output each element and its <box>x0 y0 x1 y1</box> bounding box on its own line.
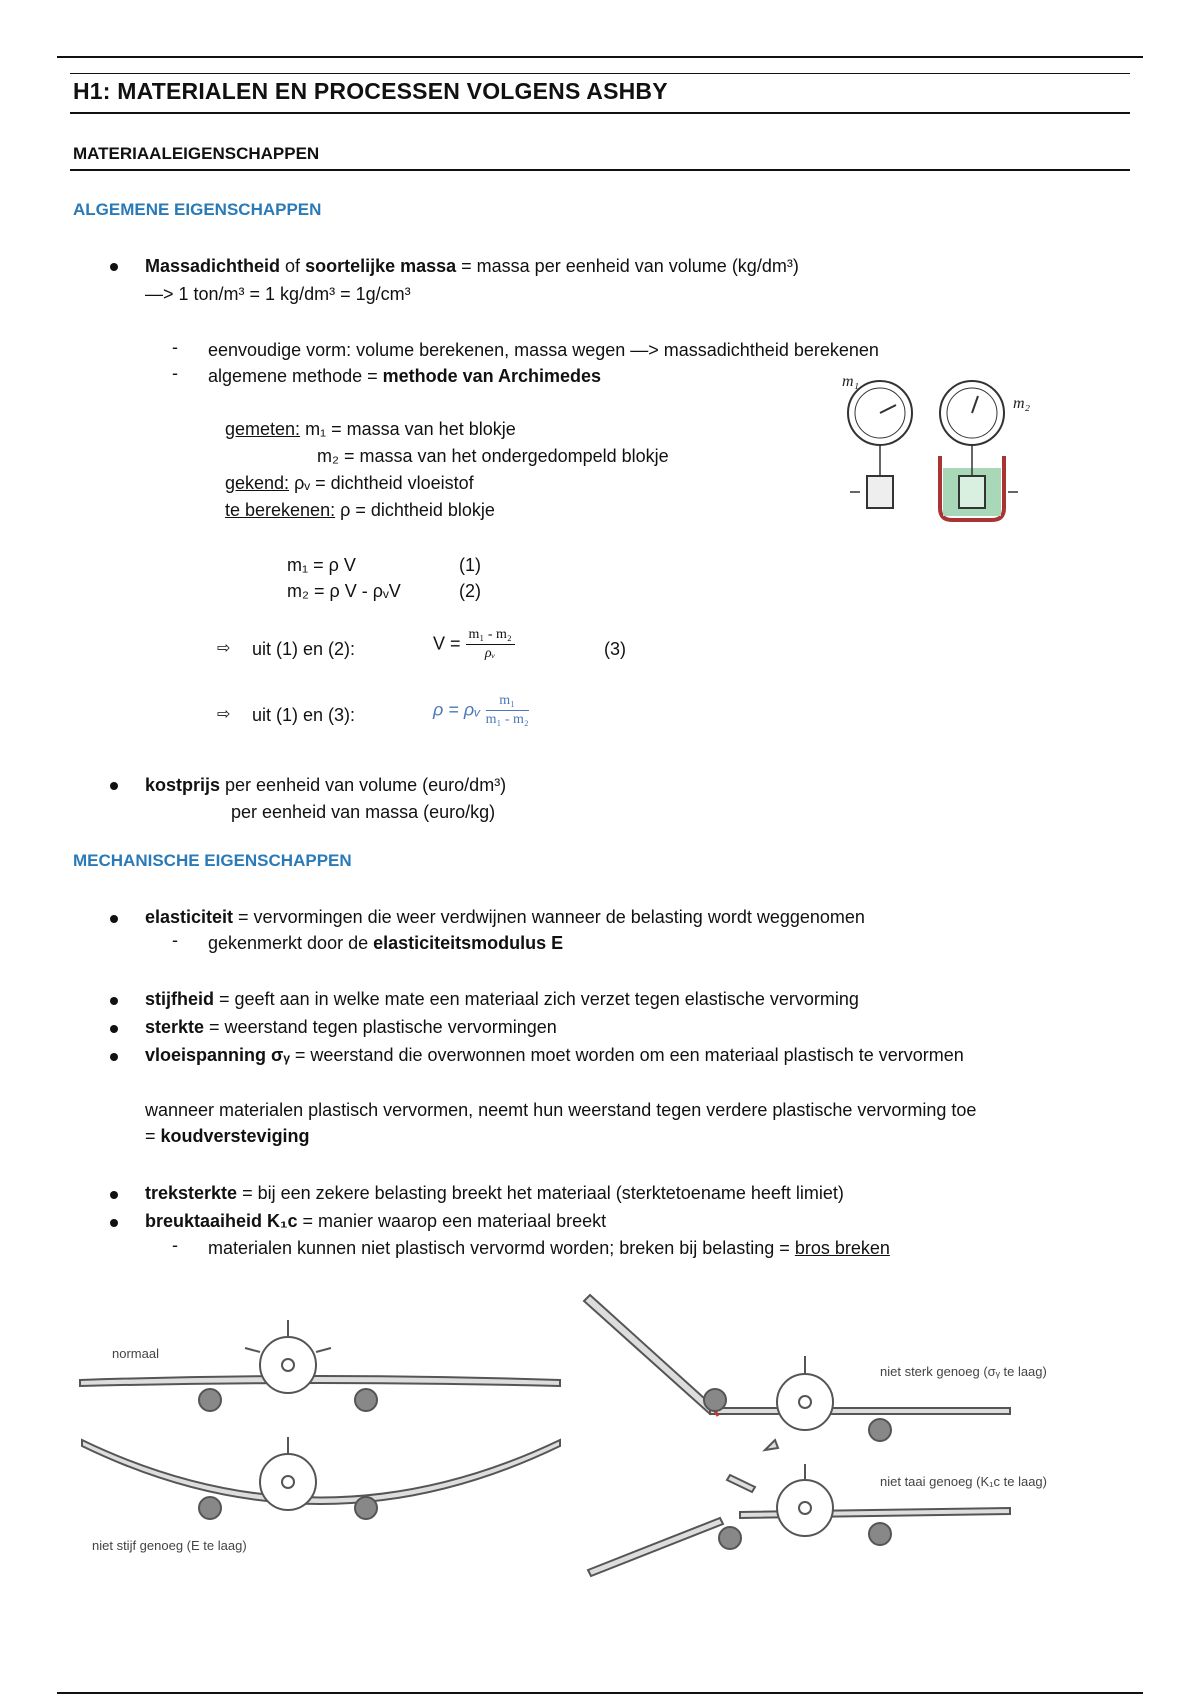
plane-not-tough <box>588 1440 1010 1576</box>
dash: - <box>172 363 178 383</box>
tensile-term: treksterkte <box>145 1183 238 1203</box>
bottom-rule <box>57 1692 1143 1694</box>
step2-numerator: m₁ <box>486 692 529 711</box>
toughness-line <box>145 1208 606 1234</box>
strength-def: = weerstand tegen plastische vervormingen <box>204 1017 557 1037</box>
hardening-term: koudversteviging <box>160 1126 310 1146</box>
hardening-line: wanneer materialen plastisch vervormen, neemt hun weerstand tegen verdere plastische vervorming toe <box>145 1100 977 1120</box>
equation-2: m₂ = ρ V - ρᵥV <box>287 581 401 601</box>
plane-bent <box>82 1437 560 1519</box>
calc-label: te berekenen: <box>225 500 336 520</box>
tensile-line <box>145 1180 844 1206</box>
archimedes-figure <box>830 368 1060 533</box>
measured-line <box>225 416 516 442</box>
yield-term: vloeispanning σᵧ <box>145 1045 290 1065</box>
elasticity-sub <box>208 930 563 956</box>
toughness-def: = manier waarop een materiaal breekt <box>297 1211 607 1231</box>
section-title: MATERIAALEIGENSCHAPPEN <box>73 144 320 163</box>
plane-normal <box>80 1320 560 1411</box>
cost-term: kostprijs <box>145 775 221 795</box>
cost-line2: per eenheid van massa (euro/kg) <box>231 802 496 822</box>
section-rule <box>70 169 1130 171</box>
dash: - <box>172 930 178 950</box>
m2-def: m₂ = massa van het ondergedompeld blokje <box>317 446 669 466</box>
stiffness-term: stijfheid <box>145 989 215 1009</box>
m1-def: m₁ = massa van het blokje <box>300 419 516 439</box>
bullet <box>110 915 118 923</box>
step1-numerator: m₁ - m₂ <box>466 626 515 645</box>
step1-text: uit (1) en (2): <box>252 639 356 659</box>
density-line <box>145 253 799 279</box>
general-method <box>208 363 601 389</box>
elasticity-modulus: elasticiteitsmodulus E <box>373 933 564 953</box>
general-method-prefix: algemene methode = <box>208 366 383 386</box>
implies-arrow-icon: ⇨ <box>217 640 231 657</box>
cost-line1: per eenheid van volume (euro/dm³) <box>220 775 507 795</box>
step1-fraction <box>466 626 515 663</box>
caption-not-tough: niet taai genoeg (K₁c te laag) <box>880 1474 1047 1489</box>
step1-ref: (3) <box>604 639 626 659</box>
implies-arrow-icon: ⇨ <box>217 706 231 723</box>
bullet <box>110 1191 118 1199</box>
dash: - <box>172 1235 178 1255</box>
bullet <box>110 1025 118 1033</box>
equation-1-number: (1) <box>459 555 481 575</box>
step2-lhs: ρ = ρᵥ <box>433 699 481 720</box>
elasticity-line <box>145 904 865 930</box>
elasticity-term: elasticiteit <box>145 907 234 927</box>
toughness-sub <box>208 1235 890 1261</box>
known-label: gekend: <box>225 473 290 493</box>
scale-left <box>848 381 912 508</box>
mechanical-heading: MECHANISCHE EIGENSCHAPPEN <box>73 851 352 870</box>
step2-text: uit (1) en (3): <box>252 705 356 725</box>
elasticity-def: = vervormingen die weer verdwijnen wanneer de belasting wordt weggenomen <box>233 907 865 927</box>
airplane-figure-left <box>60 1300 580 1580</box>
stiffness-line <box>145 986 859 1012</box>
toughness-sub-prefix: materialen kunnen niet plastisch vervormd worden; breken bij belasting = <box>208 1238 795 1258</box>
step2-denominator: m₁ - m₂ <box>485 712 529 727</box>
caption-not-stiff: niet stijf genoeg (E te laag) <box>92 1538 247 1553</box>
step2-fraction <box>486 692 529 729</box>
strength-line <box>145 1014 557 1040</box>
cost-line <box>145 772 506 798</box>
equation-2-number: (2) <box>459 581 481 601</box>
scale-right <box>940 381 1018 520</box>
bullet <box>110 782 118 790</box>
title-rule-top <box>70 73 1130 74</box>
yield-def: = weerstand die overwonnen moet worden om een materiaal plastisch te vervormen <box>289 1045 964 1065</box>
bullet <box>110 1053 118 1061</box>
top-rule <box>57 56 1143 58</box>
known-line <box>225 470 474 496</box>
density-of: of <box>280 256 306 276</box>
step1-formula <box>433 626 515 663</box>
hardening-def <box>145 1123 310 1149</box>
density-term: Massadichtheid <box>145 256 281 276</box>
simple-method: eenvoudige vorm: volume berekenen, massa wegen —> massadichtheid berekenen <box>208 340 879 360</box>
yield-line <box>145 1042 964 1068</box>
title-rule-bottom <box>70 112 1130 114</box>
measured-label: gemeten: <box>225 419 301 439</box>
step1-lhs: V = <box>433 633 461 654</box>
stiffness-def: = geeft aan in welke mate een materiaal zich verzet tegen elastische vervorming <box>214 989 859 1009</box>
caption-not-strong: niet sterk genoeg (σᵧ te laag) <box>880 1364 1047 1379</box>
known-def: ρᵥ = dichtheid vloeistof <box>289 473 474 493</box>
density-conversion: —> 1 ton/m³ = 1 kg/dm³ = 1g/cm³ <box>145 284 411 304</box>
caption-normal: normaal <box>112 1346 159 1361</box>
density-term2: soortelijke massa <box>305 256 457 276</box>
equation-1: m₁ = ρ V <box>287 555 356 575</box>
elasticity-sub-prefix: gekenmerkt door de <box>208 933 374 953</box>
calc-def: ρ = dichtheid blokje <box>335 500 495 520</box>
archimedes-term: methode van Archimedes <box>382 366 602 386</box>
dash: - <box>172 337 178 357</box>
calc-line <box>225 497 495 523</box>
density-def: = massa per eenheid van volume (kg/dm³) <box>456 256 799 276</box>
fig-m1-label: m₁ <box>842 373 860 390</box>
fig-m2-label: m₂ <box>1013 395 1031 412</box>
step1-denominator: ρᵥ <box>484 646 496 661</box>
hardening-prefix: = <box>145 1126 161 1146</box>
bullet <box>110 1219 118 1227</box>
page-title: H1: MATERIALEN EN PROCESSEN VOLGENS ASHBY <box>73 78 668 104</box>
strength-term: sterkte <box>145 1017 205 1037</box>
bullet <box>110 997 118 1005</box>
brittle-fracture: bros breken <box>794 1238 890 1258</box>
step2-formula <box>433 692 529 729</box>
general-heading: ALGEMENE EIGENSCHAPPEN <box>73 200 322 219</box>
airplane-figure-right <box>580 1290 1080 1590</box>
bullet <box>110 263 118 271</box>
toughness-term: breuktaaiheid K₁c <box>145 1211 298 1231</box>
tensile-def: = bij een zekere belasting breekt het materiaal (sterktetoename heeft limiet) <box>237 1183 844 1203</box>
